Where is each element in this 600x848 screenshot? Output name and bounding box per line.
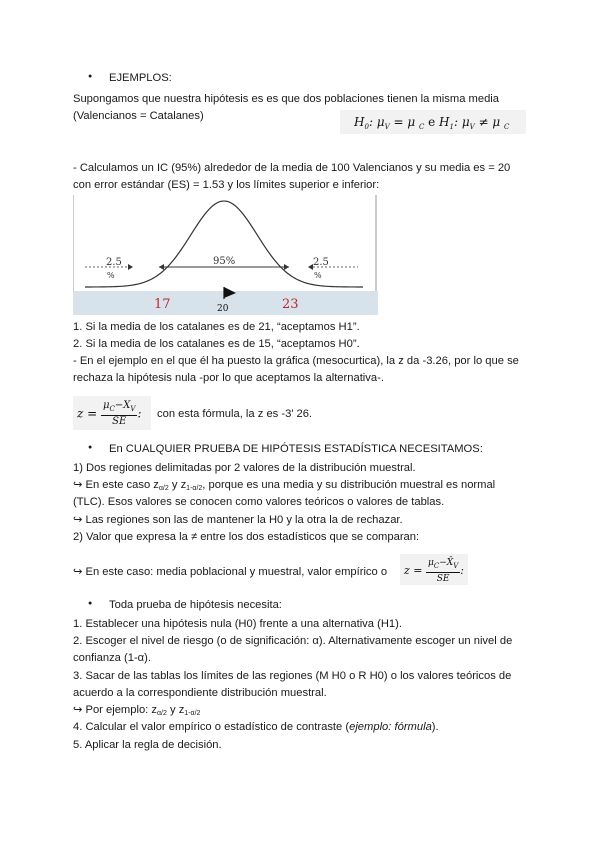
item-2: 2. Si la media de los catalanes es de 15, “aceptamos H0”. xyxy=(73,338,360,350)
z2-lhs: z = xyxy=(404,564,423,577)
need-2: 2) Valor que expresa la ≠ entre los dos estadísticos que se comparan: xyxy=(73,531,420,543)
need-1-regions: ↪ Las regiones son las de mantener la H0 y la otra la de rechazar. xyxy=(73,514,403,526)
z2-denominator: SE xyxy=(436,574,450,584)
need-heading xyxy=(89,443,483,455)
step-4-post: ). xyxy=(431,721,439,733)
right-tail-label: 2.5 xyxy=(313,257,329,268)
h1-sub: 1 xyxy=(449,123,454,131)
z2-fraction xyxy=(426,557,460,585)
z-numerator xyxy=(101,400,137,416)
step-1: 1. Establecer una hipótesis nula (H0) frente a una alternativa (H1). xyxy=(73,618,402,630)
intro-line-1: Supongamos que nuestra hipótesis es es que dos poblaciones tienen la misma media xyxy=(73,93,500,105)
center-label: 95% xyxy=(213,256,236,267)
mean-label: 20 xyxy=(217,304,229,314)
h0-label: H xyxy=(354,115,365,129)
lower-limit-label: 17 xyxy=(154,297,171,312)
h0-eq: = μ xyxy=(389,115,419,129)
normal-distribution-chart xyxy=(73,195,378,315)
left-tail-percent: % xyxy=(107,271,115,280)
center-left-arrowhead xyxy=(159,264,164,270)
step-3-mid: y z xyxy=(166,704,185,716)
z-sub-v: V xyxy=(130,405,136,413)
item-1: 1. Si la media de los catalanes es de 21, “aceptamos H1”. xyxy=(73,321,360,333)
z2-minus: −X̄ xyxy=(439,558,454,568)
h1-body: : μ xyxy=(453,115,470,129)
item-3-line-2: rechaza la hipótesis nula -por lo que aceptamos la alternativa-. xyxy=(73,372,384,384)
chart-svg xyxy=(73,195,378,315)
need-1-mid: y z xyxy=(168,479,187,491)
need-1-detail-2: (TLC). Esos valores se conocen como valores teóricos o valores de tablas. xyxy=(73,496,445,508)
z-colon: : xyxy=(137,406,142,421)
z-minus: −X xyxy=(114,400,131,411)
need-2-detail: ↪ En este caso: media poblacional y muestral, valor empírico o xyxy=(73,566,388,578)
examples-heading xyxy=(89,72,172,84)
all-heading-text: Toda prueba de hipótesis necesita: xyxy=(109,599,282,611)
step-4 xyxy=(73,719,439,735)
z-formula-2 xyxy=(400,554,468,585)
need-1-sub-a: α/2 xyxy=(158,485,169,492)
z-lhs: z = xyxy=(77,406,98,421)
item-3-line-1: - En el ejemplo en el que él ha puesto la gráfica (mesocurtica), la z da -3.26, por lo que se xyxy=(73,355,519,367)
h0-sub: 0 xyxy=(364,123,369,131)
examples-heading-text: EJEMPLOS: xyxy=(109,72,172,84)
step-2-line-2: confianza (1-α). xyxy=(73,652,151,664)
z-sub-c: C xyxy=(109,405,115,413)
upper-limit-label: 23 xyxy=(282,297,299,312)
z2-sub-v: V xyxy=(453,562,459,570)
step-4-italic: ejemplo: fórmula xyxy=(349,721,432,733)
hypothesis-formula xyxy=(340,110,526,134)
step-3-line-2: acuerdo a la correspondiente distribución muestral. xyxy=(73,687,327,699)
z2-sub-c: C xyxy=(433,562,440,570)
step-3-example-pre: ↪ Por ejemplo: z xyxy=(73,704,157,716)
mu-c-sub-2: C xyxy=(504,123,510,131)
step-3-line-1: 3. Sacar de las tablas los límites de las regiones (M H0 o R H0) o los valores teóricos de xyxy=(73,670,512,682)
step-5: 5. Aplicar la regla de decisión. xyxy=(73,739,222,751)
h0-body: : μ xyxy=(368,115,385,129)
step-3-sub-b: 1-α/2 xyxy=(184,710,201,717)
z-fraction xyxy=(101,400,137,428)
right-tail-percent: % xyxy=(314,271,322,280)
h1-neq: ≠ μ xyxy=(474,115,504,129)
mu-v-sub-2: V xyxy=(469,123,475,131)
need-heading-text: En CUALQUIER PRUEBA DE HIPÓTESIS ESTADÍSTICA NECESITAMOS: xyxy=(109,443,483,455)
mu-v-sub: V xyxy=(384,123,390,131)
center-right-arrowhead xyxy=(284,264,289,270)
ic-line-2: con error estándar (ES) = 1.53 y los límites superior e inferior: xyxy=(73,179,380,191)
left-tail-label: 2.5 xyxy=(106,257,122,268)
z-formula xyxy=(73,396,151,430)
need-1: 1) Dos regiones delimitadas por 2 valores de la distribución muestral. xyxy=(73,462,416,474)
z-denominator: SE xyxy=(112,416,127,427)
h1-label: H xyxy=(439,115,450,129)
intro-line-2: (Valencianos = Catalanes) xyxy=(73,110,204,122)
z2-mu: μ xyxy=(428,558,434,568)
need-1-detail-pre: ↪ En este caso z xyxy=(73,479,159,491)
all-heading xyxy=(89,599,282,611)
z-mu: μ xyxy=(103,400,110,411)
mu-c-sub: C xyxy=(418,123,425,131)
ic-line-1: - Calculamos un IC (95%) alrededor de la media de 100 Valencianos y su media es = 20 xyxy=(73,162,511,174)
connector: e xyxy=(424,115,440,129)
z2-colon: : xyxy=(460,564,464,577)
need-1-detail-post: , porque es una media y su distribución muestral es normal xyxy=(202,479,496,491)
z2-numerator xyxy=(426,557,460,573)
step-3-sub-a: α/2 xyxy=(157,710,167,717)
need-1-sub-b: 1-α/2 xyxy=(186,485,203,492)
step-4-pre: 4. Calcular el valor empírico o estadístico de contraste ( xyxy=(73,721,350,733)
z-formula-note: con esta fórmula, la z es -3’ 26. xyxy=(157,408,313,420)
left-tail-arrowhead xyxy=(128,264,133,270)
step-2-line-1: 2. Escoger el nivel de riesgo (o de significación: α). Alternativamente escoger un nivel de xyxy=(73,635,513,647)
